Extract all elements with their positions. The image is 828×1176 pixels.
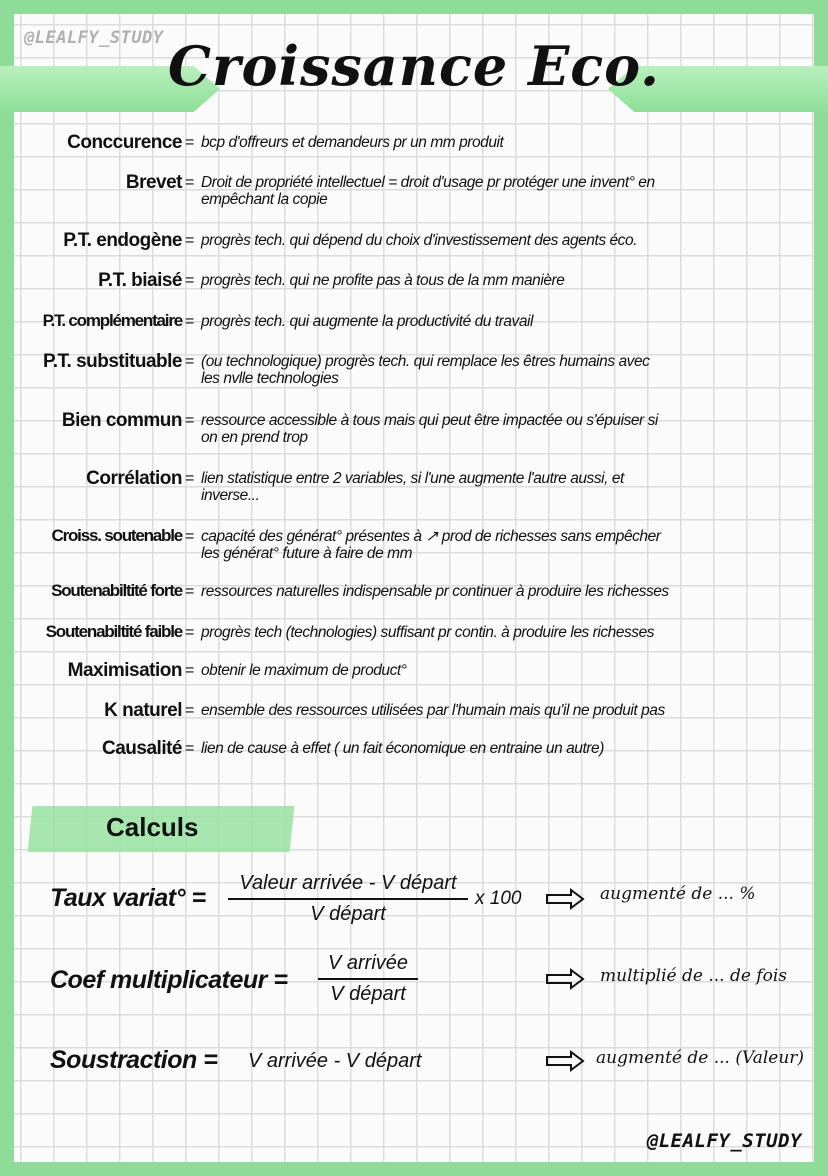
watermark-bottom: @LEALFY_STUDY: [646, 1130, 802, 1152]
definition-line: progrès tech. qui augmente la productivité du travail: [201, 313, 533, 330]
fraction-bar: [318, 978, 418, 980]
definition-text: [201, 412, 658, 446]
equals-sign: =: [185, 174, 195, 191]
definition-line: capacité des générat° présentes à ↗ prod de richesses sans empêcher: [201, 528, 661, 545]
definition-text: [201, 353, 649, 387]
definition-line: les générat° future à faire de mm: [201, 545, 413, 562]
definition-term: Soutenabiltité forte: [51, 581, 182, 600]
equals-sign: =: [185, 702, 195, 719]
coef-label: Coef multiplicateur =: [50, 966, 288, 994]
definition-line: ressources naturelles indispensable pr continuer à produire les richesses: [201, 583, 669, 600]
coef-numerator: V arrivée: [327, 952, 409, 974]
definition-line: empêchant la copie: [201, 191, 328, 208]
taux-fraction: [228, 872, 468, 926]
definition-term: Causalité: [102, 738, 182, 759]
coef-fraction: [318, 952, 418, 1006]
coef-result: multiplié de ... de fois: [600, 966, 787, 986]
equals-sign: =: [185, 232, 195, 249]
definition-line: progrès tech. qui ne profite pas à tous de la mm manière: [201, 272, 565, 289]
equals-sign: =: [185, 470, 195, 487]
definition-text: [201, 702, 665, 719]
arrow-right-icon: [545, 968, 585, 990]
definition-line: inverse...: [201, 487, 260, 504]
equals-sign: =: [185, 583, 195, 600]
taux-numerator: Valeur arrivée - V départ: [239, 872, 457, 894]
arrow-right-icon: [545, 1050, 585, 1072]
definition-line: progrès tech (technologies) suffisant pr contin. à produire les richesses: [201, 624, 655, 641]
definition-term: Maximisation: [67, 660, 182, 681]
definition-text: [201, 470, 624, 504]
definition-line: ensemble des ressources utilisées par l'humain mais qu'il ne produit pas: [201, 702, 665, 719]
fraction-bar: [228, 898, 468, 900]
equals-sign: =: [185, 740, 195, 757]
definition-text: [201, 272, 564, 289]
equals-sign: =: [185, 412, 195, 429]
definition-text: [201, 174, 655, 208]
definition-line: ressource accessible à tous mais qui peut être impactée ou s'épuiser si: [201, 412, 658, 429]
soustraction-expression: V arrivée - V départ: [248, 1050, 422, 1072]
definition-term: Conccurence: [67, 132, 182, 153]
taux-multiplier: x 100: [475, 888, 522, 909]
definition-text: [201, 624, 654, 641]
taux-result: augmenté de ... %: [600, 884, 756, 904]
definition-term: Soutenabiltité faible: [45, 622, 182, 641]
definition-line: Droit de propriété intellectuel = droit d'usage pr protéger une invent° en: [201, 174, 655, 191]
definition-term: P.T. endogène: [63, 230, 182, 251]
definition-term: P.T. substituable: [43, 351, 182, 372]
definition-term: Corrélation: [86, 468, 182, 489]
equals-sign: =: [185, 134, 195, 151]
definition-line: (ou technologique) progrès tech. qui remplace les êtres humains avec: [201, 353, 650, 370]
definition-term: K naturel: [104, 700, 182, 721]
definition-line: on en prend trop: [201, 429, 308, 446]
definition-line: progrès tech. qui dépend du choix d'investissement des agents éco.: [201, 232, 637, 249]
definition-text: [201, 134, 503, 151]
definition-term: P.T. biaisé: [98, 270, 182, 291]
definition-text: [201, 740, 604, 757]
equals-sign: =: [185, 624, 195, 641]
soustraction-label: Soustraction =: [50, 1046, 218, 1074]
definition-text: [201, 662, 407, 679]
page-title: Croissance Eco.: [168, 34, 660, 98]
taux-label: Taux variat° =: [50, 884, 206, 912]
calculs-heading: Calculs: [106, 812, 199, 842]
definition-term: Bien commun: [61, 410, 182, 431]
taux-denominator: V départ: [310, 903, 386, 925]
definition-text: [201, 528, 660, 562]
definition-line: les nvlle technologies: [201, 370, 339, 387]
definition-line: bcp d'offreurs et demandeurs pr un mm produit: [201, 134, 504, 151]
definition-term: Brevet: [125, 172, 182, 193]
equals-sign: =: [185, 353, 195, 370]
coef-denominator: V départ: [330, 983, 406, 1005]
definition-term: P.T. complémentaire: [42, 311, 182, 330]
definition-line: lien statistique entre 2 variables, si l'une augmente l'autre aussi, et: [201, 470, 624, 487]
watermark-top: @LEALFY_STUDY: [24, 28, 164, 48]
equals-sign: =: [185, 662, 195, 679]
definition-line: lien de cause à effet ( un fait économique en entraine un autre): [201, 740, 604, 757]
equals-sign: =: [185, 313, 195, 330]
definition-term: Croiss. soutenable: [51, 526, 182, 545]
soustraction-result: augmenté de ... (Valeur): [596, 1048, 805, 1068]
definition-text: [201, 583, 669, 600]
equals-sign: =: [185, 528, 195, 545]
definition-line: obtenir le maximum de product°: [201, 662, 407, 679]
definition-text: [201, 313, 533, 330]
arrow-right-icon: [545, 888, 585, 910]
definition-text: [201, 232, 637, 249]
equals-sign: =: [185, 272, 195, 289]
